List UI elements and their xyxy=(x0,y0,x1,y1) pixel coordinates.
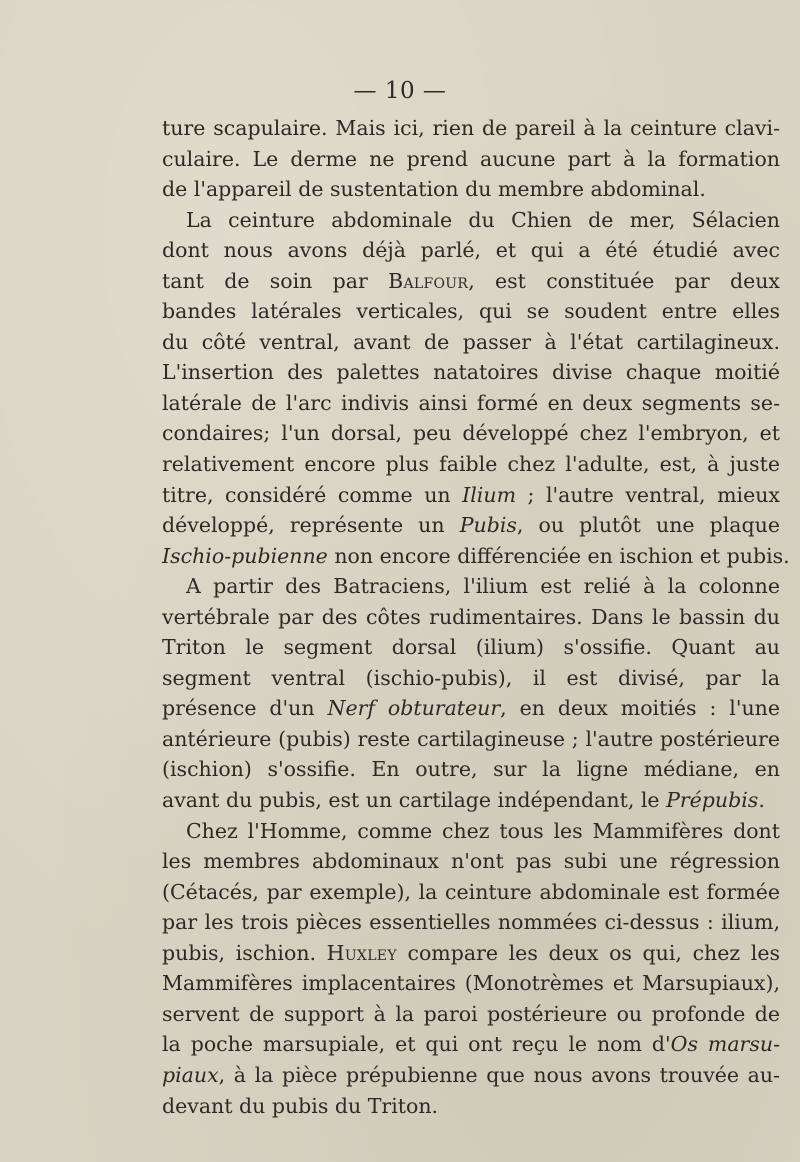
text-line xyxy=(162,846,780,877)
text-segment: . xyxy=(758,788,765,813)
italic-term: Ischio-pubienne xyxy=(162,543,328,568)
text-line xyxy=(162,205,780,236)
author-name: Balfour xyxy=(388,268,469,293)
text-line xyxy=(162,327,780,358)
text-segment: A partir des Batraciens, l'ilium est relié à la colonne xyxy=(186,574,780,599)
text-segment: bandes latérales verticales, qui se soudent entre elles xyxy=(162,299,780,324)
text-segment: tant de soin par xyxy=(162,268,389,293)
text-segment: (Cétacés, par exemple), la ceinture abdominale est formée xyxy=(162,879,780,904)
text-line xyxy=(162,602,780,633)
text-line xyxy=(162,510,780,541)
text-line xyxy=(162,938,780,969)
text-segment: compare les deux os qui, chez les xyxy=(396,940,781,965)
text-line xyxy=(162,663,780,694)
italic-term: piaux xyxy=(162,1062,219,1087)
text-line xyxy=(162,816,780,847)
text-segment: du côté ventral, avant de passer à l'état cartilagineux. xyxy=(162,329,780,354)
text-line xyxy=(162,754,780,785)
text-segment: (ischion) s'ossifie. En outre, sur la ligne médiane, en xyxy=(162,757,780,782)
text-line xyxy=(162,1091,780,1122)
text-segment: devant du pubis du Triton. xyxy=(162,1093,439,1118)
text-line xyxy=(162,266,780,297)
text-line xyxy=(162,388,780,419)
text-line xyxy=(162,113,780,144)
text-segment: antérieure (pubis) reste cartilagineuse ; l'autre postérieure xyxy=(162,726,780,751)
text-line xyxy=(162,418,780,449)
text-segment: développé, représente un xyxy=(162,513,460,538)
text-segment: ; l'autre ventral, mieux xyxy=(516,482,780,507)
text-line xyxy=(162,1060,780,1091)
italic-term: Ilium xyxy=(462,482,517,507)
text-segment: latérale de l'arc indivis ainsi formé en deux segments se- xyxy=(162,390,780,415)
text-line xyxy=(162,449,780,480)
text-line xyxy=(162,907,780,938)
text-segment: Chez l'Homme, comme chez tous les Mammifères dont xyxy=(186,818,780,843)
text-segment: , ou plutôt une plaque xyxy=(516,513,780,538)
text-segment: culaire. Le derme ne prend aucune part à la formation xyxy=(162,146,780,171)
text-segment: les membres abdominaux n'ont pas subi une régression xyxy=(162,849,780,874)
text-segment: servent de support à la paroi postérieure ou profonde de xyxy=(162,1001,780,1026)
italic-term: Os marsu- xyxy=(670,1032,780,1057)
text-segment: L'insertion des palettes natatoires divise chaque moitié xyxy=(162,360,780,385)
text-line xyxy=(162,296,780,327)
text-segment: , à la pièce prépubienne que nous avons trouvée au- xyxy=(218,1062,780,1087)
text-segment: titre, considéré comme un xyxy=(162,482,463,507)
text-segment: de l'appareil de sustentation du membre abdominal. xyxy=(162,177,706,202)
text-line xyxy=(162,632,780,663)
text-segment: ture scapulaire. Mais ici, rien de pareil à la ceinture clavi- xyxy=(162,116,780,140)
text-segment: Triton le segment dorsal (ilium) s'ossifie. Quant au xyxy=(162,635,780,660)
text-line xyxy=(162,144,780,175)
text-segment: dont nous avons déjà parlé, et qui a été étudié avec xyxy=(162,238,780,263)
text-line xyxy=(162,999,780,1030)
text-segment: pubis, ischion. xyxy=(162,940,327,965)
text-segment: la poche marsupiale, et qui ont reçu le nom d' xyxy=(162,1032,671,1057)
text-segment: , est constituée par deux xyxy=(468,268,780,293)
text-segment: présence d'un xyxy=(162,696,328,721)
text-line xyxy=(162,541,790,572)
text-segment: vertébrale par des côtes rudimentaires. Dans le bassin du xyxy=(162,604,780,629)
italic-term: Pubis xyxy=(459,513,517,538)
text-segment: segment ventral (ischio-pubis), il est divisé, par la xyxy=(162,665,780,690)
text-line xyxy=(162,174,780,205)
text-line xyxy=(162,968,780,999)
text-line xyxy=(162,877,780,908)
text-segment: Mammifères implacentaires (Monotrèmes et Marsupiaux), xyxy=(162,971,780,996)
text-line xyxy=(162,571,780,602)
text-segment: avant du pubis, est un cartilage indépendant, le xyxy=(162,788,667,813)
text-line xyxy=(162,693,780,724)
author-name: Huxley xyxy=(326,940,397,965)
body-text xyxy=(162,113,790,1121)
text-segment: condaires; l'un dorsal, peu développé chez l'embryon, et xyxy=(162,421,780,446)
text-line xyxy=(162,724,780,755)
text-line xyxy=(162,1029,780,1060)
text-segment: relativement encore plus faible chez l'adulte, est, à juste xyxy=(162,452,780,477)
text-line xyxy=(162,480,780,511)
text-line xyxy=(162,785,780,816)
text-segment: par les trois pièces essentielles nommées ci-dessus : ilium, xyxy=(162,910,780,935)
text-segment: , en deux moitiés : l'une xyxy=(500,696,780,721)
text-segment: La ceinture abdominale du Chien de mer, Sélacien xyxy=(186,207,780,232)
italic-term: Nerf obturateur xyxy=(327,696,501,721)
text-line xyxy=(162,235,780,266)
text-line xyxy=(162,357,780,388)
italic-term: Prépubis xyxy=(666,788,759,813)
text-segment: non encore différenciée en ischion et pubis. xyxy=(327,543,790,568)
page-number: — 10 — xyxy=(353,78,447,104)
